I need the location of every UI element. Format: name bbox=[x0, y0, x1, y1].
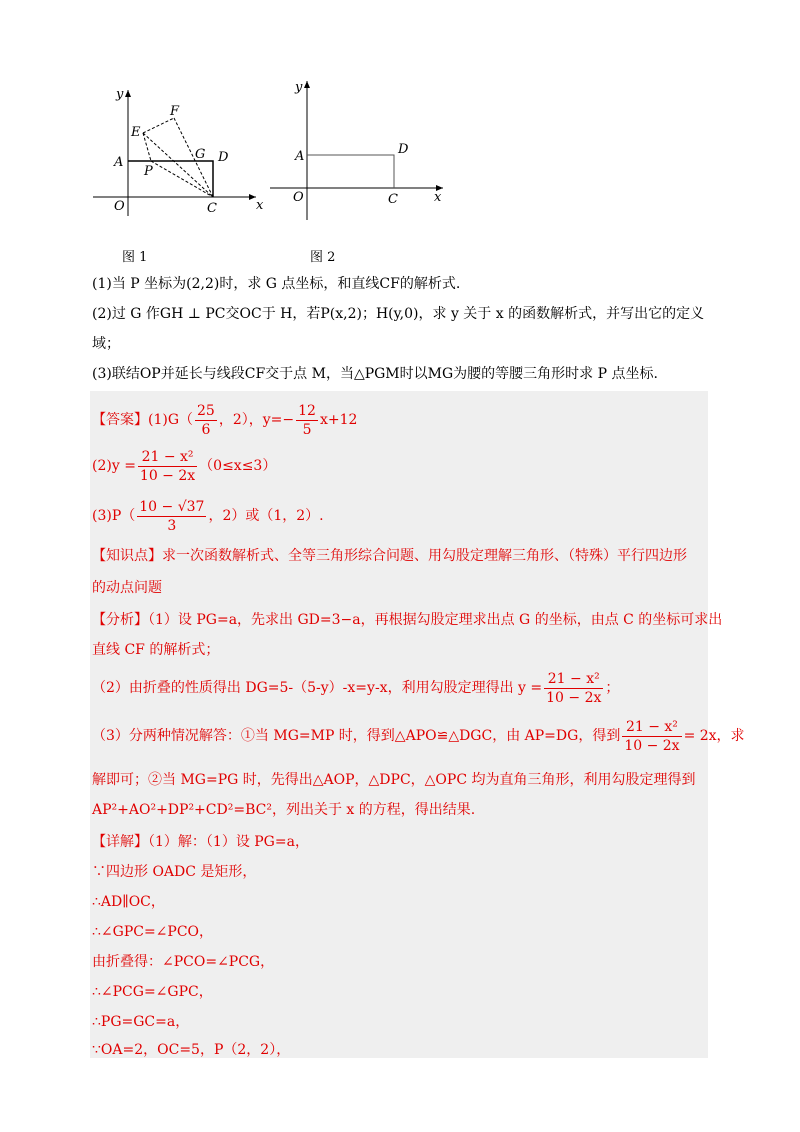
analysis-line-4 bbox=[92, 716, 745, 756]
answer-2-fraction bbox=[138, 448, 197, 485]
detail-line-6: ∴∠PCG=∠GPC， bbox=[92, 984, 213, 1000]
figure-2-caption: 图 2 bbox=[310, 250, 336, 265]
analysis-line-1 bbox=[92, 610, 722, 630]
label-c: C bbox=[207, 201, 217, 216]
question-3: (3)联结OP并延长与线段CF交于点 M，当△PGM时以MG为腰的等腰三角形时求 P 点坐标. bbox=[92, 366, 658, 382]
line-fc bbox=[174, 118, 213, 197]
label-d: D bbox=[218, 150, 229, 165]
fraction-numerator: 21 − x² bbox=[138, 448, 197, 467]
fraction-numerator: 21 − x² bbox=[622, 718, 681, 737]
detail-text: （1）解：（1）设 PG=a， bbox=[148, 834, 309, 850]
analysis-3-prefix: （2）由折叠的性质得出 DG=5-（5-y）-x=y-x，利用勾股定理得出 y = bbox=[92, 680, 543, 696]
label-x: x bbox=[256, 198, 264, 213]
rectangle-oadc bbox=[128, 161, 213, 197]
analysis-4-prefix: （3）分两种情况解答：①当 MG=MP 时，得到△APO≌△DGC，由 AP=DG，得到 bbox=[92, 728, 621, 744]
fraction-denominator: 10 − 2x bbox=[546, 689, 602, 706]
analysis-label: 【分析】 bbox=[92, 612, 148, 628]
answer-line-3 bbox=[92, 496, 324, 536]
analysis-line-3 bbox=[92, 668, 619, 708]
label-f: F bbox=[170, 104, 180, 119]
analysis-3-suffix: ； bbox=[605, 680, 620, 696]
answer-1-fraction-2 bbox=[296, 402, 318, 439]
label-g: G bbox=[195, 147, 206, 162]
detail-line-3: ∴AD∥OC， bbox=[92, 894, 165, 910]
answer-1-fraction-1 bbox=[195, 402, 217, 439]
fraction-numerator: 21 − x² bbox=[544, 670, 603, 689]
answer-3-fraction bbox=[137, 498, 206, 535]
answer-line-2 bbox=[92, 446, 276, 486]
detail-line-7: ∴PG=GC=a， bbox=[92, 1014, 190, 1030]
label-d: D bbox=[398, 142, 409, 157]
analysis-line-5: 解即可；②当 MG=PG 时，先得出△AOP，△DPC，△OPC 均为直角三角形，利用勾股定理得到 bbox=[92, 772, 696, 788]
question-2-line-1: (2)过 G 作GH ⊥ PC交OC于 H，若P(x,2)；H(y,0)，求 y 关于 x 的函数解析式，并写出它的定义 bbox=[92, 306, 705, 322]
fraction-denominator: 10 − 2x bbox=[624, 737, 680, 754]
detail-line-1 bbox=[92, 832, 309, 852]
line-ef bbox=[143, 118, 174, 133]
detail-line-5: 由折叠得：∠PCO=∠PCG， bbox=[92, 954, 275, 970]
answer-1-prefix: (1)G（ bbox=[148, 412, 194, 428]
answer-2-prefix: (2)y = bbox=[92, 458, 136, 474]
analysis-3-fraction bbox=[544, 670, 603, 707]
detail-line-4: ∴∠GPC=∠PCO， bbox=[92, 924, 214, 940]
answer-line-1 bbox=[92, 400, 357, 440]
answer-1-mid: ，2），y=− bbox=[218, 412, 295, 428]
label-o: O bbox=[114, 199, 125, 214]
analysis-line-2: 直线 CF 的解析式； bbox=[92, 642, 220, 658]
knowledge-text: 求一次函数解析式、全等三角形综合问题、用勾股定理解三角形、（特殊）平行四边形 bbox=[162, 548, 687, 564]
knowledge-line-2: 的动点问题 bbox=[92, 580, 162, 596]
label-o: O bbox=[293, 190, 304, 205]
label-y: y bbox=[295, 80, 303, 95]
fraction-numerator: 10 − √37 bbox=[139, 498, 205, 515]
label-e: E bbox=[131, 125, 141, 140]
line-ec bbox=[143, 133, 213, 197]
detail-line-8: ∵OA=2，OC=5，P（2，2）， bbox=[92, 1042, 291, 1058]
figure-2-diagram bbox=[265, 75, 450, 225]
answer-2-suffix: （0≤x≤3） bbox=[199, 458, 277, 474]
question-1: (1)当 P 坐标为(2,2)时，求 G 点坐标，和直线CF的解析式. bbox=[92, 276, 461, 292]
fraction-denominator: 3 bbox=[167, 517, 177, 534]
label-y: y bbox=[116, 87, 124, 102]
detail-line-2: ∵四边形 OADC 是矩形， bbox=[92, 864, 257, 880]
analysis-text: （1）设 PG=a，先求出 GD=3−a，再根据勾股定理求出点 G 的坐标，由点 C 的坐标可求出 bbox=[148, 612, 723, 628]
analysis-4-fraction bbox=[622, 718, 681, 755]
rectangle-oadc bbox=[307, 155, 394, 188]
detail-label: 【详解】 bbox=[92, 834, 148, 850]
label-x: x bbox=[434, 190, 442, 205]
analysis-4-suffix: = 2x，求 bbox=[683, 728, 745, 744]
fraction-denominator: 10 − 2x bbox=[139, 467, 196, 484]
answer-3-prefix: (3)P（ bbox=[92, 508, 136, 524]
answer-label: 【答案】 bbox=[92, 412, 148, 428]
label-c: C bbox=[388, 192, 398, 207]
knowledge-line-1 bbox=[92, 546, 687, 566]
fraction-denominator: 6 bbox=[201, 421, 211, 438]
fraction-numerator: 25 bbox=[197, 402, 215, 419]
answer-1-suffix: x+12 bbox=[319, 412, 358, 428]
figure-1-caption: 图 1 bbox=[122, 250, 148, 265]
label-p: P bbox=[144, 164, 153, 179]
question-2-line-2: 域； bbox=[92, 336, 120, 352]
analysis-line-6: AP²+AO²+DP²+CD²=BC²，列出关于 x 的方程，得出结果. bbox=[92, 802, 476, 818]
answer-3-suffix: ，2）或（1，2）. bbox=[208, 508, 324, 524]
fraction-numerator: 12 bbox=[298, 402, 316, 419]
fraction-denominator: 5 bbox=[302, 421, 312, 438]
label-a: A bbox=[295, 149, 305, 164]
knowledge-label: 【知识点】 bbox=[92, 548, 162, 564]
label-a: A bbox=[114, 155, 124, 170]
figure-1-diagram bbox=[88, 78, 273, 228]
